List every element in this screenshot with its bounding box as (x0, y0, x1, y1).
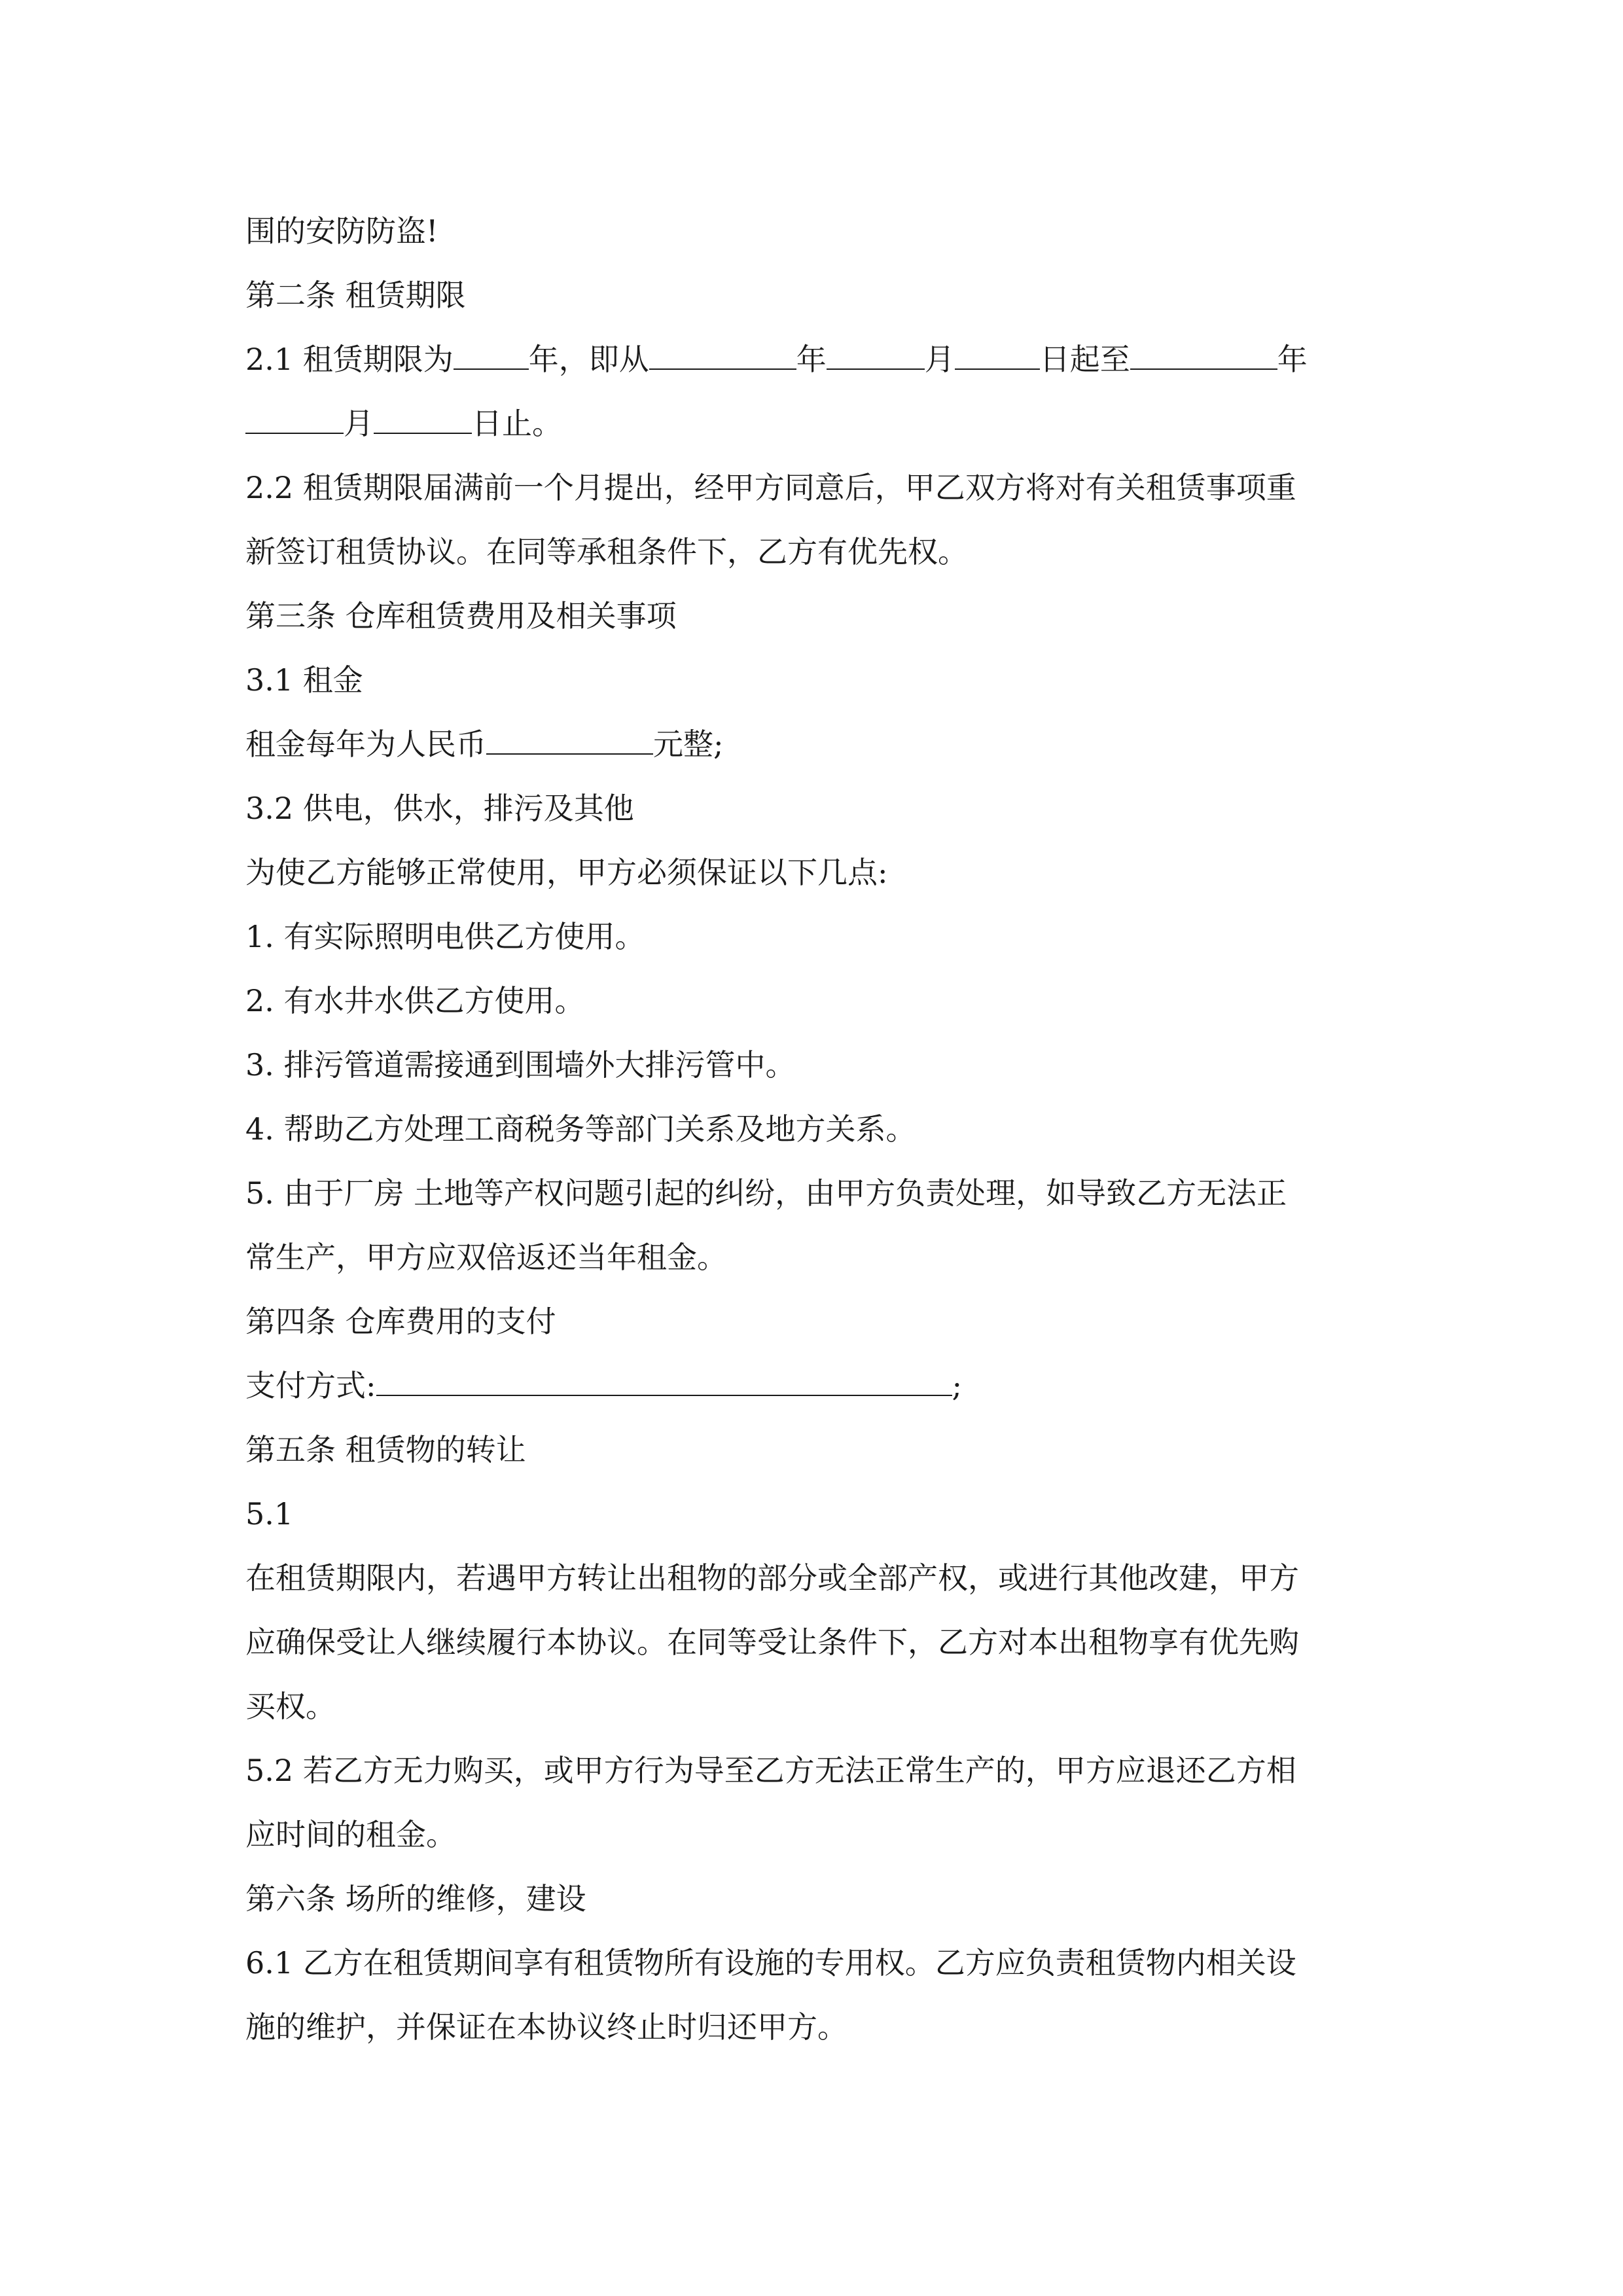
list-item: 3. 排污管道需接通到围墙外大排污管中。 (245, 1047, 796, 1083)
text-fragment: 支付方式: (245, 1368, 376, 1403)
text-fragment: 日起至 (1039, 342, 1130, 377)
blank-payment-method-field[interactable] (376, 1358, 952, 1396)
text-fragment: 2.1 租赁期限为 (245, 342, 454, 377)
section-heading: 第四条 仓库费用的支付 (245, 1304, 556, 1339)
text-line: 应时间的租金。 (245, 1817, 456, 1852)
text-line: 围的安防防盗! (245, 213, 438, 249)
list-item: 4. 帮助乙方处理工商税务等部门关系及地方关系。 (245, 1111, 916, 1147)
text-line: 2.2 租赁期限届满前一个月提出，经甲方同意后，甲乙双方将对有关租赁事项重 (245, 470, 1296, 505)
text-line: 新签订租赁协议。在同等承租条件下，乙方有优先权。 (245, 534, 968, 569)
lease-term-line (245, 327, 1378, 391)
text-line: 6.1 乙方在租赁期间享有租赁物所有设施的专用权。乙方应负责租赁物内相关设 (245, 1945, 1296, 1981)
lease-term-end-line (245, 391, 1378, 456)
text-fragment: 月 (924, 342, 955, 377)
blank-end-month-field[interactable] (245, 396, 344, 434)
text-line: 为使乙方能够正常使用，甲方必须保证以下几点: (245, 855, 888, 890)
text-fragment: 年 (796, 342, 827, 377)
blank-rent-amount-field[interactable] (486, 717, 653, 755)
section-heading: 第二条 租赁期限 (245, 278, 466, 313)
text-fragment: 年，即从 (528, 342, 649, 377)
blank-end-year-field[interactable] (1130, 332, 1277, 370)
blank-start-day-field[interactable] (955, 332, 1040, 370)
list-item: 2. 有水井水供乙方使用。 (245, 983, 585, 1018)
text-fragment: 元整; (653, 726, 724, 762)
list-item: 1. 有实际照明电供乙方使用。 (245, 919, 645, 954)
text-fragment: 租金每年为人民币 (245, 726, 486, 762)
blank-start-month-field[interactable] (827, 332, 925, 370)
text-fragment: 日止。 (472, 406, 562, 441)
text-fragment: ; (952, 1368, 962, 1403)
document-body (245, 199, 1378, 2059)
text-line: 常生产，甲方应双倍返还当年租金。 (245, 1240, 727, 1275)
blank-years-field[interactable] (454, 332, 529, 370)
subsection-heading: 3.1 租金 (245, 662, 363, 698)
section-heading: 第六条 场所的维修，建设 (245, 1881, 586, 1916)
list-item: 5. 由于厂房 土地等产权问题引起的纠纷，由甲方负责处理，如导致乙方无法正 (245, 1175, 1287, 1211)
text-line: 5.2 若乙方无力购买，或甲方行为导至乙方无法正常生产的，甲方应退还乙方相 (245, 1753, 1296, 1788)
payment-method-line (245, 1354, 1378, 1418)
text-fragment: 年 (1277, 342, 1308, 377)
text-line: 买权。 (245, 1689, 336, 1724)
blank-start-year-field[interactable] (649, 332, 796, 370)
blank-end-day-field[interactable] (374, 396, 472, 434)
section-heading: 第三条 仓库租赁费用及相关事项 (245, 598, 677, 634)
subsection-heading: 3.2 供电，供水，排污及其他 (245, 791, 634, 826)
text-line: 在租赁期限内，若遇甲方转让出租物的部分或全部产权，或进行其他改建，甲方 (245, 1560, 1299, 1596)
section-heading: 第五条 租赁物的转让 (245, 1432, 526, 1467)
text-line: 应确保受让人继续履行本协议。在同等受让条件下，乙方对本出租物享有优先购 (245, 1624, 1299, 1660)
text-fragment: 月 (344, 406, 374, 441)
text-line: 施的维护，并保证在本协议终止时归还甲方。 (245, 2009, 847, 2045)
subsection-heading: 5.1 (245, 1496, 294, 1532)
rent-amount-line (245, 712, 1378, 776)
